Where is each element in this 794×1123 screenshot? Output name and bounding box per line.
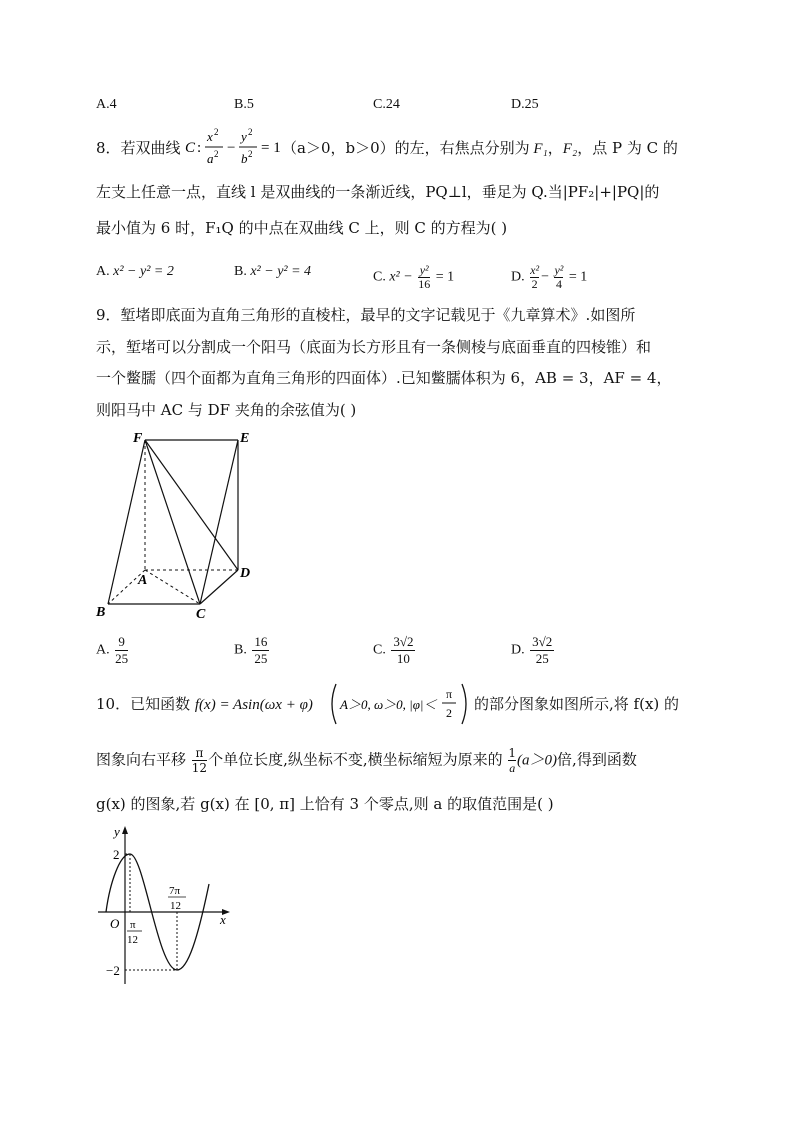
q7-option-b[interactable]: B.5	[234, 97, 254, 112]
q10-line3: g(x) 的图象,若 g(x) 在 [0, π] 上恰有 3 个零点,则 a 的取值范围是( )	[96, 795, 554, 813]
edge-CD	[200, 570, 238, 604]
svg-text:b: b	[241, 151, 248, 166]
svg-text:y: y	[241, 129, 247, 144]
q9-line1: 9．堑堵即底面为直角三角形的直棱柱，最早的文字记载见于《九章算术》.如图所	[96, 306, 636, 324]
q7-option-c[interactable]: C.24	[373, 97, 400, 112]
q9-prism-figure	[90, 428, 260, 623]
y-label: y	[114, 824, 120, 839]
svg-text:a: a	[207, 151, 214, 166]
q9-option-b[interactable]: B. $\frac{16}{25}$	[234, 634, 268, 666]
q7-option-a[interactable]: A.4	[96, 97, 117, 112]
svg-text:2: 2	[446, 706, 452, 720]
edge-AC	[145, 570, 200, 604]
label-F: F	[133, 431, 143, 446]
svg-text:2: 2	[248, 127, 253, 137]
q9-line4: 则阳马中 AC 与 DF 夹角的余弦值为( )	[96, 401, 357, 419]
label-C: C	[196, 607, 206, 622]
y-max-label: 2	[113, 847, 120, 862]
tick2-den: 12	[170, 900, 181, 912]
q8-line3: 最小值为 6 时，F₁Q 的中点在双曲线 C 上，则 C 的方程为( )	[96, 219, 508, 237]
svg-text:2: 2	[248, 149, 253, 159]
tick1-den: 12	[127, 934, 138, 946]
q9-option-c[interactable]: C. $\frac{3√2}{10}$	[373, 634, 414, 666]
label-D: D	[240, 566, 251, 581]
label-E: E	[240, 431, 250, 446]
q8-option-a[interactable]: A. x² − y² = 2	[96, 264, 174, 279]
svg-text::: :	[197, 140, 202, 156]
q10-line2: 图象向右平移 $\frac{\pi}{12}$ 个单位长度,纵坐标不变,横坐标缩短为原来的 $\frac{1}{a}$ (a＞0)倍,得到函数	[96, 746, 637, 775]
label-A: A	[138, 573, 148, 588]
q7-option-d[interactable]: D.25	[511, 97, 539, 112]
q8-line2: 左支上任意一点，直线 l 是双曲线的一条渐近线，PQ⊥l，垂足为 Q.当|PF₂|+|PQ|的	[96, 183, 660, 201]
q10-sine-graph	[96, 822, 236, 990]
q8-line1-post: （a＞0，b＞0）的左，右焦点分别为 F₁，F₂，点 P 为 C 的	[282, 139, 678, 157]
tick2-num: 7π	[169, 885, 181, 897]
svg-text:2: 2	[214, 149, 219, 159]
q8-option-d[interactable]: D. $\frac{\text{x²}}{2}$ − $\frac{\text{y²}}{4}$ = 1	[511, 263, 588, 291]
y-axis-arrow	[122, 826, 128, 834]
edge-FC	[145, 440, 200, 604]
q9-line3: 一个鳖臑（四个面都为直角三角形的四面体）.已知鳖臑体积为 6，AB = 3，AF = 4，	[96, 369, 672, 387]
label-B: B	[96, 605, 106, 620]
q9-option-d[interactable]: D. $\frac{3√2}{25}$	[511, 634, 553, 666]
q9-line2: 示，堑堵可以分割成一个阳马（底面为长方形且有一条侧棱与底面垂直的四棱锥）和	[96, 338, 652, 356]
q10-condition	[328, 682, 473, 726]
q8-line1: 8．若双曲线	[96, 139, 181, 157]
x-label: x	[220, 912, 226, 927]
edge-EC	[200, 440, 238, 604]
q10-line1: 10．已知函数 f(x) = Asin(ωx + φ)	[96, 695, 313, 713]
q9-option-a[interactable]: A. $\frac{9}{25}$	[96, 634, 129, 666]
svg-text:= 1: = 1	[261, 140, 281, 156]
svg-text:−: −	[227, 140, 236, 156]
svg-text:2: 2	[214, 127, 219, 137]
q10-line1-post: 的部分图象如图所示,将 f(x) 的	[474, 695, 680, 713]
q8-option-b[interactable]: B. x² − y² = 4	[234, 264, 312, 279]
origin-label: O	[110, 916, 120, 931]
svg-text:x: x	[207, 129, 213, 144]
svg-text:π: π	[446, 687, 453, 701]
q8-option-c[interactable]: C. x² − $\frac{\text{y²}}{16}$ = 1	[373, 263, 455, 291]
svg-text:A＞0, ω＞0, |φ|＜: A＞0, ω＞0, |φ|＜	[340, 697, 437, 712]
y-min-label: −2	[106, 963, 120, 978]
tick1-num: π	[130, 919, 136, 931]
edge-FD-solid	[145, 440, 238, 570]
svg-text:C: C	[185, 140, 196, 156]
